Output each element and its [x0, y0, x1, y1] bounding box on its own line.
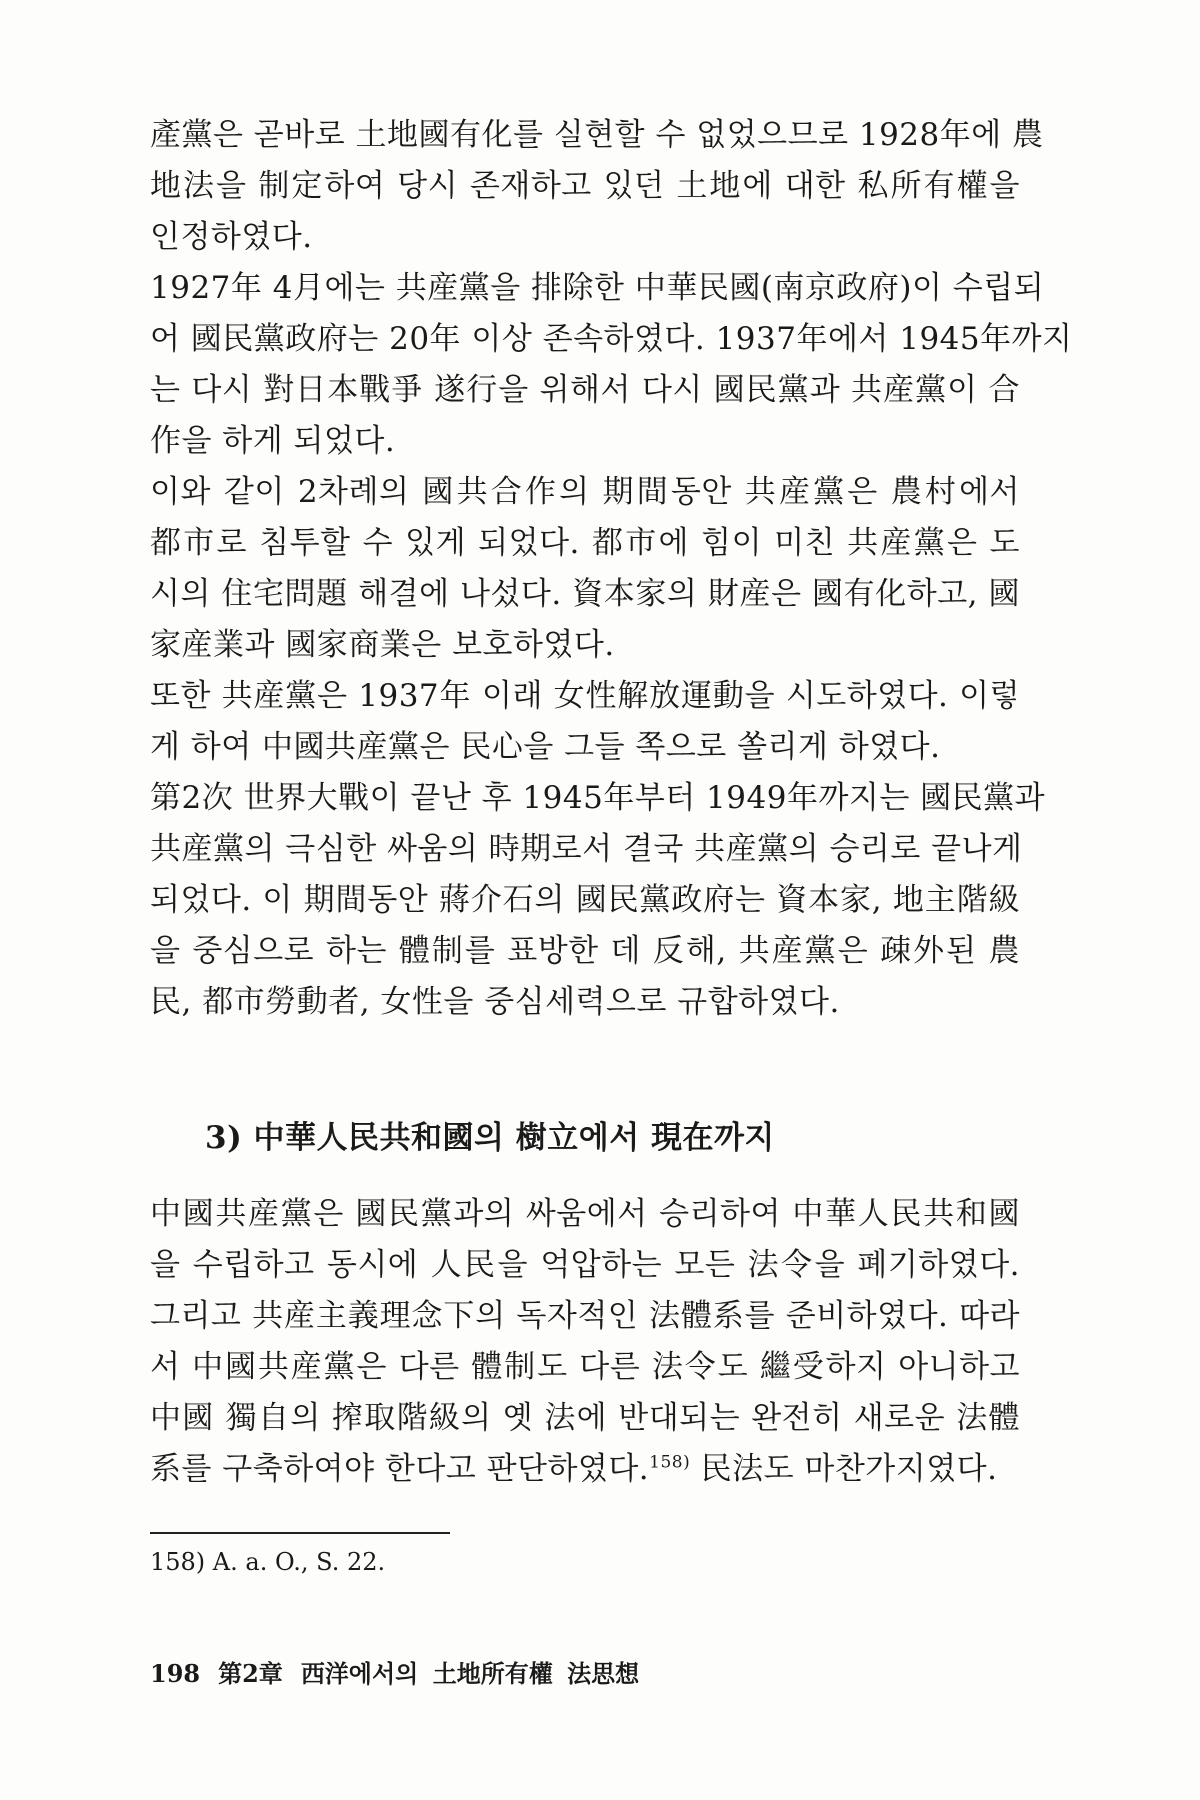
text-line: 그리고 共産主義理念下의 독자적인 法體系를 준비하였다. 따라 — [150, 1298, 1020, 1334]
text-line: 게 하여 中國共産黨은 民心을 그들 쪽으로 쏠리게 하였다. — [150, 729, 941, 765]
text-line: 中國 獨自의 搾取階級의 옛 法에 반대되는 완전히 새로운 法體 — [150, 1400, 1020, 1436]
footnote-text: 158) A. a. O., S. 22. — [150, 1548, 386, 1576]
footnote-reference: 158) — [649, 1452, 691, 1473]
text-line: 中國共産黨은 國民黨과의 싸움에서 승리하여 中華人民共和國 — [150, 1196, 1020, 1232]
footnote-divider — [150, 1532, 450, 1534]
text-fragment: 民法도 마찬가지였다. — [690, 1451, 998, 1487]
text-line: 都市로 침투할 수 있게 되었다. 都市에 힘이 미친 共産黨은 도 — [150, 525, 1020, 561]
text-line: 共産黨의 극심한 싸움의 時期로서 결국 共産黨의 승리로 끝나게 — [150, 831, 1023, 867]
text-line: 되었다. 이 期間동안 蔣介石의 國民黨政府는 資本家, 地主階級 — [150, 882, 1020, 918]
text-line: 이와 같이 2차례의 國共合作의 期間동안 共産黨은 農村에서 — [150, 474, 1020, 510]
running-footer — [150, 1658, 657, 1690]
text-line: 는 다시 對日本戰爭 遂行을 위해서 다시 國民黨과 共産黨이 合 — [150, 372, 1020, 408]
text-line: 시의 住宅問題 해결에 나섰다. 資本家의 財産은 國有化하고, 國 — [150, 576, 1020, 612]
text-line: 어 國民黨政府는 20年 이상 존속하였다. 1937年에서 1945年까지 — [150, 321, 1073, 357]
text-line: 서 中國共産黨은 다른 體制도 다른 法令도 繼受하지 아니하고 — [150, 1349, 1020, 1385]
chapter-title: 西洋에서의 土地所有權 法思想 — [300, 1659, 640, 1688]
text-line: 또한 共産黨은 1937年 이래 女性解放運動을 시도하였다. 이렇 — [150, 678, 1020, 714]
page-number: 198 — [150, 1659, 201, 1688]
text-line-with-footnote — [150, 1449, 1020, 1489]
text-line: 民, 都市勞動者, 女性을 중심세력으로 규합하였다. — [150, 984, 840, 1020]
text-line: 地法을 制定하여 당시 존재하고 있던 土地에 대한 私所有權을 — [150, 168, 1020, 204]
text-line: 作을 하게 되었다. — [150, 423, 396, 459]
text-line: 을 수립하고 동시에 人民을 억압하는 모든 法令을 폐기하였다. — [150, 1247, 1020, 1283]
chapter-number: 第2章 — [218, 1659, 283, 1688]
text-line: 產黨은 곧바로 土地國有化를 실현할 수 없었으므로 1928年에 農 — [150, 117, 1044, 153]
section-heading: 3) 中華人民共和國의 樹立에서 現在까지 — [205, 1120, 775, 1156]
text-line: 家産業과 國家商業은 보호하였다. — [150, 627, 615, 663]
text-line: 1927年 4月에는 共産黨을 排除한 中華民國(南京政府)이 수립되 — [150, 270, 1045, 306]
text-line: 인정하였다. — [150, 219, 313, 255]
text-line: 을 중심으로 하는 體制를 표방한 데 反해, 共産黨은 疎外된 農 — [150, 933, 1020, 969]
text-line: 第2次 世界大戰이 끝난 후 1945年부터 1949年까지는 國民黨과 — [150, 780, 1046, 816]
text-fragment: 系를 구축하여야 한다고 판단하였다. — [150, 1451, 650, 1487]
